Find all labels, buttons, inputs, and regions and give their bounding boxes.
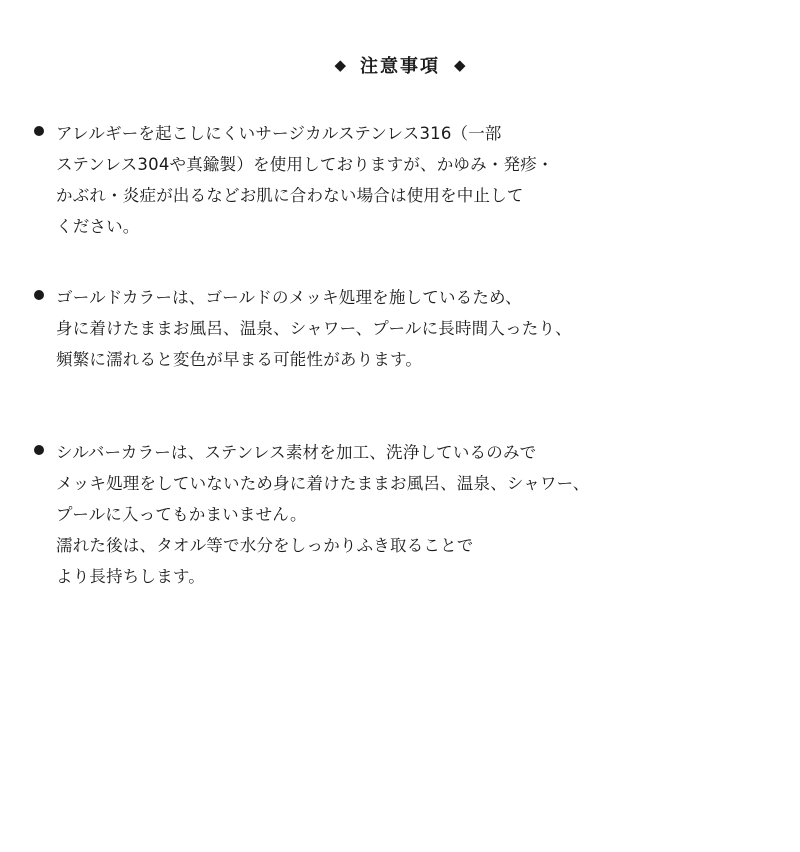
list-item-text — [56, 118, 754, 242]
list-item-text — [56, 282, 754, 375]
bullet-icon — [34, 445, 44, 455]
text-line: かぶれ・炎症が出るなどお肌に合わない場合は使用を中止して — [56, 186, 524, 205]
diamond-left-icon: ◆ — [334, 55, 346, 74]
text-line: シルバーカラーは、ステンレス素材を加工、洗浄しているのみで — [56, 443, 537, 462]
list-item — [34, 437, 754, 592]
section-spacer — [34, 415, 754, 437]
text-line: 頻繁に濡れると変色が早まる可能性があります。 — [56, 350, 423, 369]
text-line: 身に着けたままお風呂、温泉、シャワー、プールに長時間入ったり、 — [56, 319, 572, 338]
diamond-right-icon: ◆ — [454, 55, 466, 74]
list-item-text — [56, 437, 754, 592]
text-line: ステンレス304や真鍮製）を使用しておりますが、かゆみ・発疹・ — [56, 155, 554, 174]
list-item — [34, 282, 754, 375]
text-line: メッキ処理をしていないため身に着けたままお風呂、温泉、シャワー、 — [56, 474, 590, 493]
notice-list — [0, 118, 800, 592]
bullet-icon — [34, 126, 44, 136]
bullet-icon — [34, 290, 44, 300]
text-line: ゴールドカラーは、ゴールドのメッキ処理を施しているため、 — [56, 288, 522, 307]
text-line: 濡れた後は、タオル等で水分をしっかりふき取ることで — [56, 536, 474, 555]
text-line: ください。 — [56, 217, 140, 236]
text-line: アレルギーを起こしにくいサージカルステンレス316（一部 — [56, 124, 502, 143]
page-title-text: 注意事項 — [360, 56, 440, 77]
notice-document — [0, 52, 800, 852]
page-title — [0, 52, 800, 78]
text-line: プールに入ってもかまいません。 — [56, 505, 307, 524]
text-line: より長持ちします。 — [56, 567, 205, 586]
list-item — [34, 118, 754, 242]
